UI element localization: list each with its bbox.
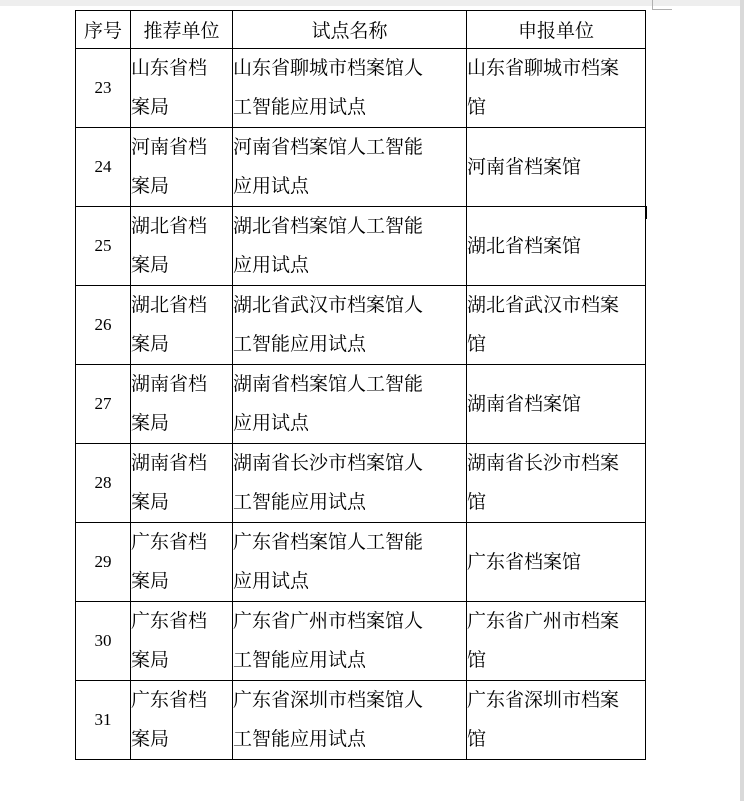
cell-applicant	[467, 523, 646, 602]
cell-applicant-line-1: 广东省深圳市档案	[467, 689, 620, 711]
cell-applicant	[467, 602, 646, 681]
cell-pilot-name-line-2: 应用试点	[233, 412, 310, 434]
cell-applicant	[467, 49, 646, 128]
margin-corner-mark-h	[652, 9, 672, 10]
cell-pilot-name-line-1: 湖南省档案馆人工智能	[233, 373, 424, 395]
cell-recommender-line-2: 案局	[131, 254, 170, 276]
cell-no: 31	[76, 681, 131, 760]
cell-applicant-line-1: 广东省档案馆	[467, 550, 582, 573]
cell-pilot-name-line-1: 湖北省档案馆人工智能	[233, 215, 424, 237]
table-body	[76, 49, 646, 760]
cell-applicant-line-1: 山东省聊城市档案	[467, 57, 620, 79]
cell-recommender-line-1: 河南省档	[131, 136, 208, 158]
cell-pilot-name	[233, 286, 467, 365]
cell-recommender-line-1: 山东省档	[131, 57, 208, 79]
cell-recommender	[131, 681, 233, 760]
cell-recommender	[131, 207, 233, 286]
viewer-gutter	[740, 0, 744, 801]
table-row	[76, 128, 646, 207]
table-row	[76, 444, 646, 523]
cell-pilot-name	[233, 681, 467, 760]
cell-pilot-name	[233, 523, 467, 602]
cell-pilot-name-line-1: 湖南省长沙市档案馆人	[233, 452, 424, 474]
cell-recommender-line-2: 案局	[131, 412, 170, 434]
table-row	[76, 365, 646, 444]
cell-recommender-line-2: 案局	[131, 333, 170, 355]
cell-pilot-name-line-2: 应用试点	[233, 254, 310, 276]
cell-applicant	[467, 207, 646, 286]
cell-recommender-line-2: 案局	[131, 491, 170, 513]
cell-no: 23	[76, 49, 131, 128]
cell-pilot-name-line-2: 工智能应用试点	[233, 491, 367, 513]
cell-applicant-line-1: 湖北省档案馆	[467, 234, 582, 257]
text-cursor	[646, 206, 647, 219]
cell-pilot-name-line-2: 工智能应用试点	[233, 333, 367, 355]
cell-recommender	[131, 523, 233, 602]
cell-no: 26	[76, 286, 131, 365]
cell-applicant-line-1: 湖南省长沙市档案	[467, 452, 620, 474]
cell-applicant	[467, 286, 646, 365]
cell-no: 28	[76, 444, 131, 523]
header-cell-recommender: 推荐单位	[131, 11, 233, 49]
cell-pilot-name-line-1: 湖北省武汉市档案馆人	[233, 294, 424, 316]
cell-pilot-name-line-1: 广东省广州市档案馆人	[233, 610, 424, 632]
cell-pilot-name-line-2: 工智能应用试点	[233, 96, 367, 118]
cell-recommender	[131, 128, 233, 207]
cell-pilot-name-line-2: 应用试点	[233, 175, 310, 197]
table-row	[76, 602, 646, 681]
cell-no: 25	[76, 207, 131, 286]
cell-recommender-line-1: 广东省档	[131, 531, 208, 553]
cell-pilot-name-line-2: 工智能应用试点	[233, 649, 367, 671]
cell-pilot-name	[233, 365, 467, 444]
cell-recommender	[131, 286, 233, 365]
cell-pilot-name	[233, 207, 467, 286]
cell-no: 27	[76, 365, 131, 444]
cell-pilot-name	[233, 128, 467, 207]
cell-pilot-name-line-1: 河南省档案馆人工智能	[233, 136, 424, 158]
pilot-table	[75, 10, 646, 760]
table-row	[76, 207, 646, 286]
cell-pilot-name	[233, 444, 467, 523]
cell-applicant-line-2: 馆	[467, 491, 487, 513]
cell-applicant-line-1: 河南省档案馆	[467, 155, 582, 178]
cell-recommender-line-1: 广东省档	[131, 610, 208, 632]
header-cell-applicant: 申报单位	[467, 11, 646, 49]
cell-recommender-line-2: 案局	[131, 649, 170, 671]
cell-recommender-line-1: 湖南省档	[131, 452, 208, 474]
cell-recommender-line-2: 案局	[131, 570, 170, 592]
cell-applicant	[467, 365, 646, 444]
cell-applicant-line-1: 广东省广州市档案	[467, 610, 620, 632]
cell-no: 30	[76, 602, 131, 681]
page-top-margin	[0, 0, 740, 6]
cell-applicant-line-1: 湖北省武汉市档案	[467, 294, 620, 316]
cell-pilot-name-line-1: 广东省档案馆人工智能	[233, 531, 424, 553]
table-row	[76, 49, 646, 128]
cell-applicant-line-2: 馆	[467, 649, 487, 671]
cell-applicant	[467, 681, 646, 760]
cell-recommender	[131, 49, 233, 128]
cell-pilot-name	[233, 602, 467, 681]
cell-recommender-line-2: 案局	[131, 175, 170, 197]
cell-pilot-name-line-1: 广东省深圳市档案馆人	[233, 689, 424, 711]
table-row	[76, 681, 646, 760]
cell-recommender-line-1: 广东省档	[131, 689, 208, 711]
cell-recommender	[131, 602, 233, 681]
cell-pilot-name	[233, 49, 467, 128]
cell-recommender-line-2: 案局	[131, 728, 170, 750]
cell-applicant	[467, 444, 646, 523]
header-cell-no: 序号	[76, 11, 131, 49]
cell-applicant-line-2: 馆	[467, 96, 487, 118]
cell-recommender-line-1: 湖北省档	[131, 215, 208, 237]
table-header-row	[76, 11, 646, 49]
cell-applicant	[467, 128, 646, 207]
cell-applicant-line-2: 馆	[467, 333, 487, 355]
cell-recommender-line-1: 湖北省档	[131, 294, 208, 316]
cell-recommender-line-1: 湖南省档	[131, 373, 208, 395]
table-row	[76, 286, 646, 365]
cell-applicant-line-2: 馆	[467, 728, 487, 750]
table-row	[76, 523, 646, 602]
header-cell-pilot-name: 试点名称	[233, 11, 467, 49]
cell-pilot-name-line-1: 山东省聊城市档案馆人	[233, 57, 424, 79]
cell-no: 29	[76, 523, 131, 602]
cell-pilot-name-line-2: 应用试点	[233, 570, 310, 592]
cell-recommender	[131, 365, 233, 444]
cell-no: 24	[76, 128, 131, 207]
cell-pilot-name-line-2: 工智能应用试点	[233, 728, 367, 750]
cell-recommender-line-2: 案局	[131, 96, 170, 118]
cell-recommender	[131, 444, 233, 523]
cell-applicant-line-1: 湖南省档案馆	[467, 392, 582, 415]
